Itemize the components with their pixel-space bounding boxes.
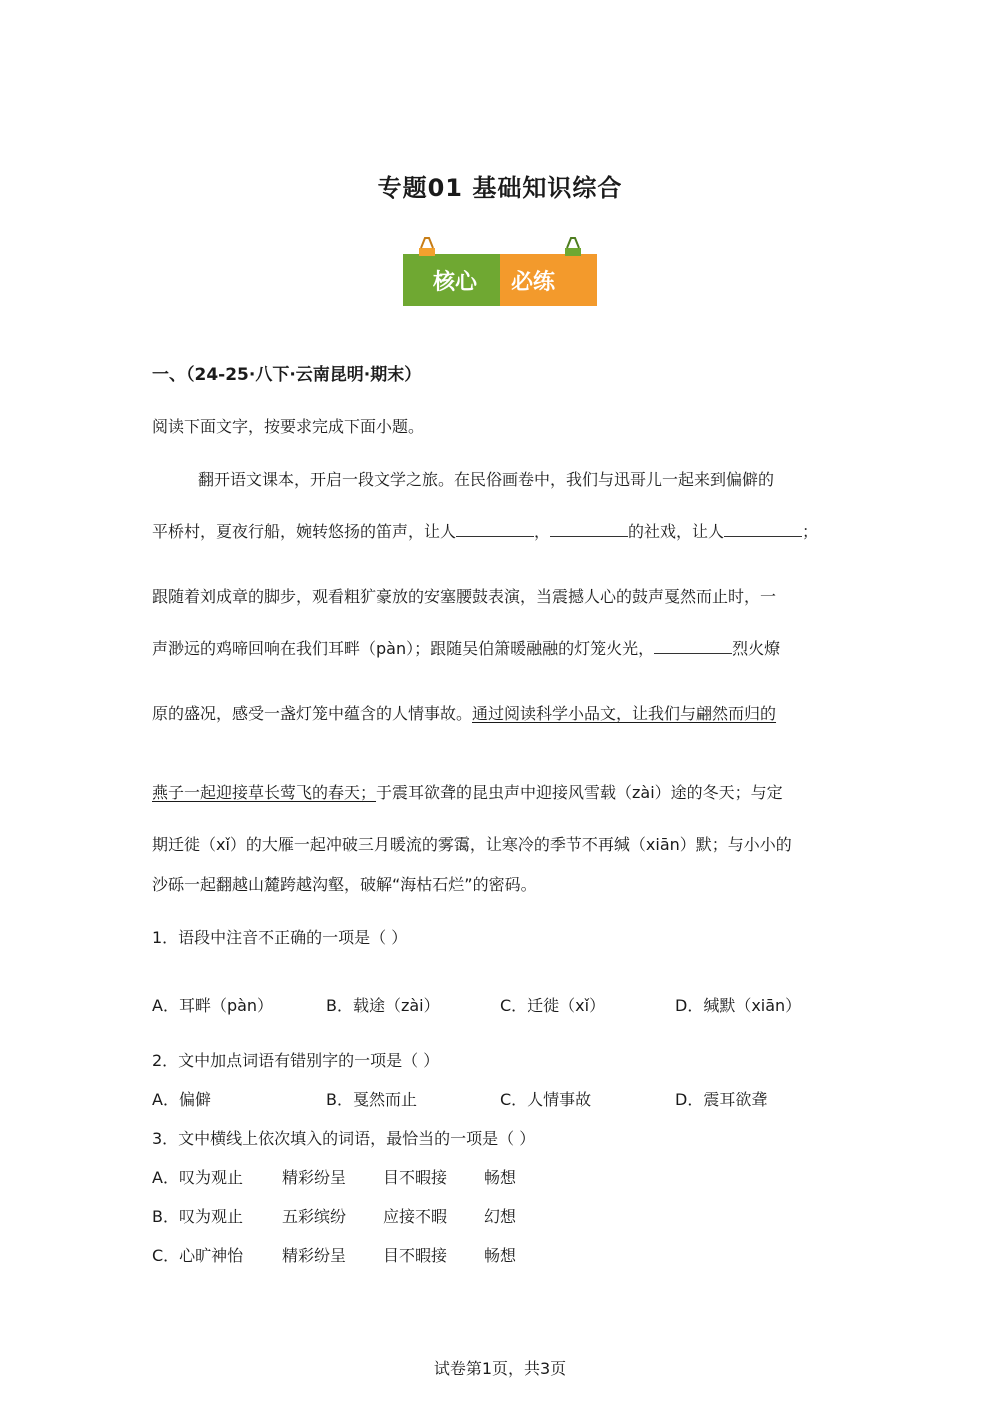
core-practice-banner — [403, 236, 597, 306]
passage-line-7: 期迁徙（xǐ）的大雁一起冲破三月暖流的雾霭，让寒冷的季节不再缄（xiān）默；与小小的 — [152, 835, 792, 854]
option-word: 五彩缤纷 — [282, 1207, 347, 1226]
page-footer: 试卷第1页，共3页 — [433, 1359, 567, 1378]
passage-text: 烈火燎 — [732, 639, 781, 658]
passage-text: 平桥村，夏夜行船，婉转悠扬的笛声，让人 — [152, 522, 457, 541]
option-word: 幻想 — [484, 1207, 517, 1226]
option-word: 畅想 — [484, 1168, 517, 1187]
fill-blank-3 — [724, 522, 802, 537]
passage-text: 原的盛况，感受一盏灯笼中蕴含的人情事故。 — [152, 704, 473, 723]
passage-line-8: 沙砾一起翻越山麓跨越沟壑，破解“海枯石烂”的密码。 — [152, 875, 537, 894]
option-word: B．叹为观止 — [152, 1207, 243, 1226]
option-word: A．叹为观止 — [152, 1168, 243, 1187]
banner-right-label: 必练 — [510, 270, 556, 295]
question-2-option-c[interactable]: C．人情事故 — [500, 1090, 592, 1109]
question-3-stem: 3．文中横线上依次填入的词语，最恰当的一项是（ ） — [152, 1129, 536, 1148]
question-1-stem: 1．语段中注音不正确的一项是（ ） — [152, 928, 408, 947]
binder-clip-icon — [565, 238, 581, 256]
fill-blank-4 — [654, 639, 732, 654]
question-2-stem: 2．文中加点词语有错别字的一项是（ ） — [152, 1051, 440, 1070]
passage-line-1: 翻开语文课本，开启一段文学之旅。在民俗画卷中，我们与迅哥儿一起来到偏僻的 — [198, 470, 775, 489]
question-1-option-d[interactable]: D．缄默（xiān） — [675, 996, 802, 1015]
question-2-option-d[interactable]: D．震耳欲聋 — [675, 1090, 768, 1109]
passage-line-2 — [152, 519, 818, 542]
passage-line-5 — [152, 701, 776, 724]
fill-blank-1 — [456, 522, 534, 537]
underlined-sentence: 燕子一起迎接草长莺飞的春天； — [152, 783, 377, 802]
passage-text: 声渺远的鸡啼回响在我们耳畔（pàn）；跟随吴伯箫暖融融的灯笼火光， — [152, 639, 655, 658]
passage-line-6 — [152, 780, 783, 803]
option-word: C．心旷神怡 — [152, 1246, 244, 1265]
passage-text: 于震耳欲聋的昆虫声中迎接风雪载（zài）途的冬天；与定 — [376, 783, 783, 802]
banner-left-label: 核心 — [432, 270, 478, 295]
passage-line-3: 跟随着刘成章的脚步，观看粗犷豪放的安塞腰鼓表演，当震撼人心的鼓声戛然而止时，一 — [152, 587, 777, 606]
option-word: 精彩纷呈 — [282, 1246, 347, 1265]
option-word: 应接不暇 — [383, 1207, 448, 1226]
option-word: 精彩纷呈 — [282, 1168, 347, 1187]
question-2-option-b[interactable]: B．戛然而止 — [326, 1090, 417, 1109]
section-heading: 一、（24-25·八下·云南昆明·期末） — [152, 365, 422, 385]
fill-blank-2 — [550, 522, 628, 537]
underlined-sentence: 通过阅读科学小品文，让我们与翩然而归的 — [472, 704, 777, 723]
option-word: 目不暇接 — [383, 1168, 448, 1187]
option-word: 目不暇接 — [383, 1246, 448, 1265]
passage-text: 的社戏，让人 — [628, 522, 725, 541]
question-1-option-a[interactable]: A．耳畔（pàn） — [152, 996, 274, 1015]
passage-text: ； — [802, 522, 819, 541]
question-2-option-a[interactable]: A．偏僻 — [152, 1090, 211, 1109]
question-1-option-c[interactable]: C．迁徙（xǐ） — [500, 996, 606, 1015]
instruction: 阅读下面文字，按要求完成下面小题。 — [152, 417, 425, 436]
passage-line-4 — [152, 636, 780, 659]
binder-clip-icon — [419, 238, 435, 256]
page-title: 专题01 基础知识综合 — [377, 174, 623, 202]
passage-text: ， — [534, 522, 551, 541]
option-word: 畅想 — [484, 1246, 517, 1265]
question-1-option-b[interactable]: B．载途（zài） — [326, 996, 440, 1015]
